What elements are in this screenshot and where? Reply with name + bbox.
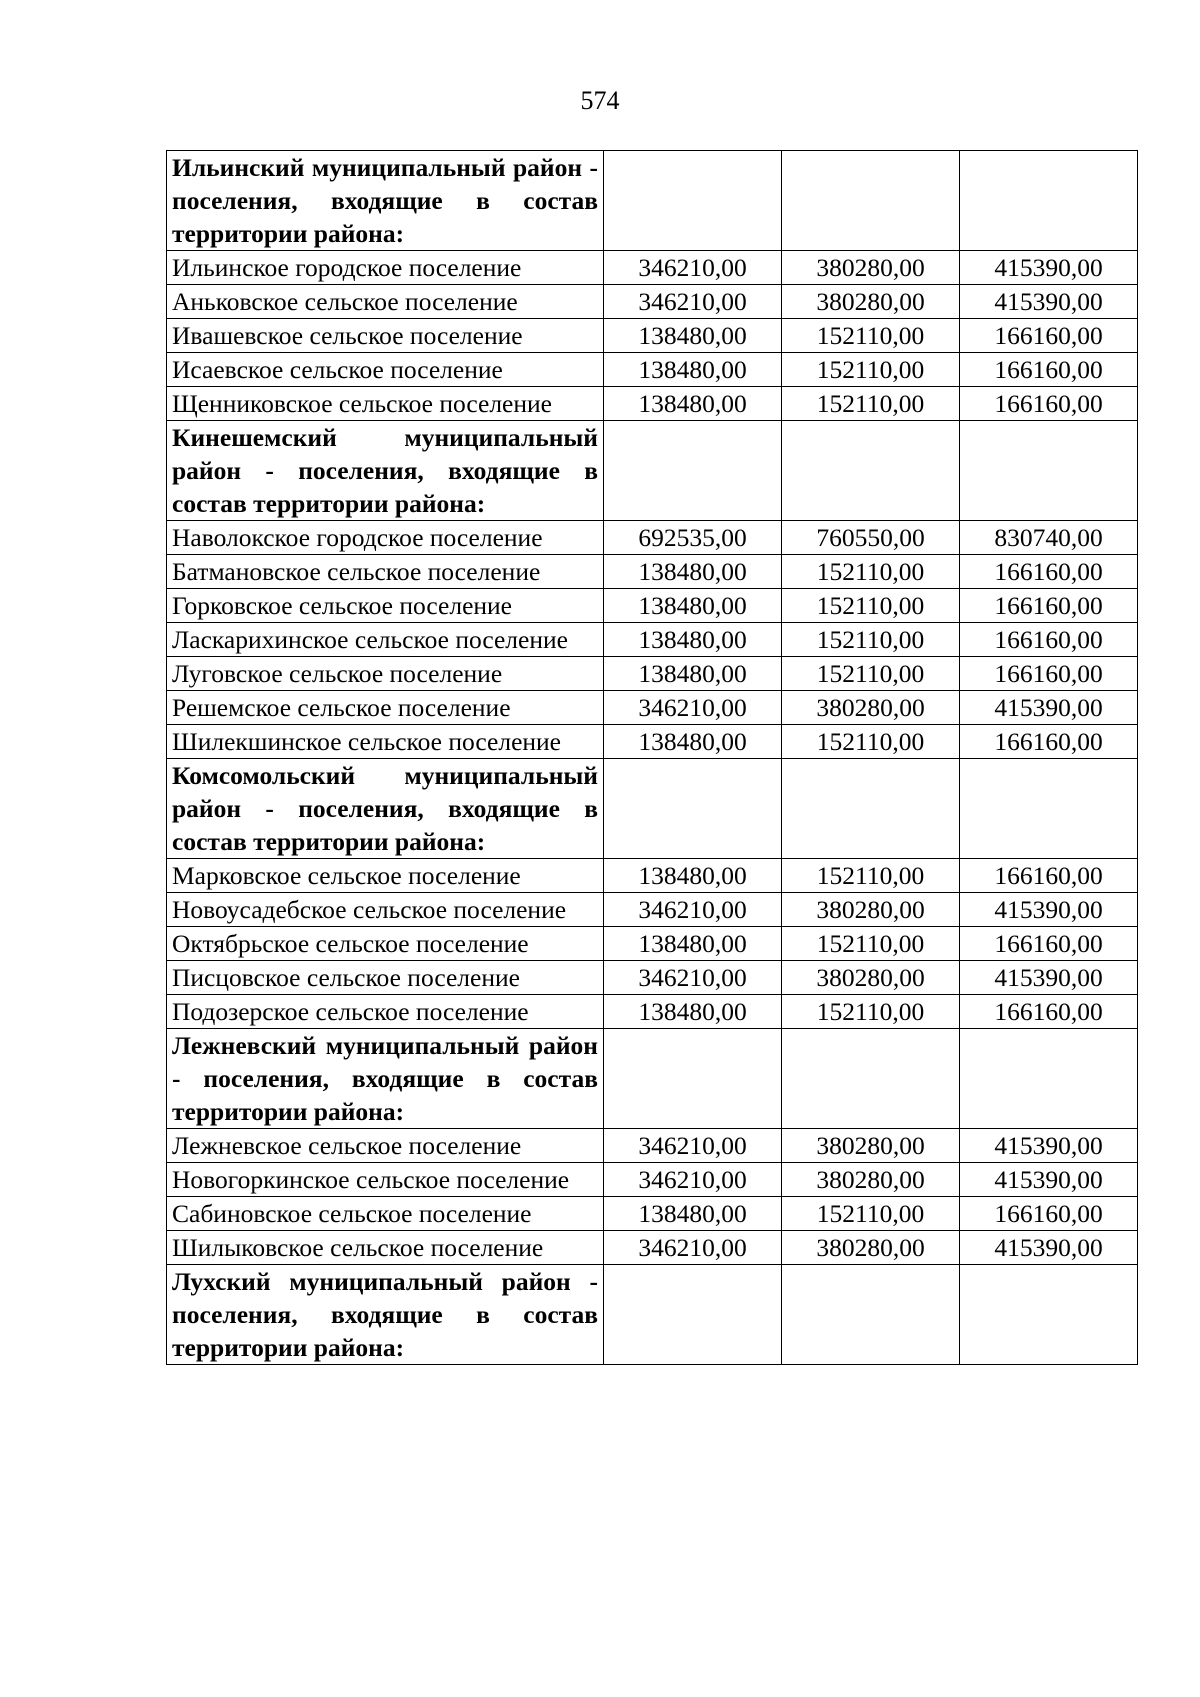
amount-cell-2: 152110,00 [782,1197,960,1231]
amount-cell-3: 415390,00 [960,285,1138,319]
amount-cell-2: 152110,00 [782,589,960,623]
settlement-name-cell: Горковское сельское поселение [167,589,604,623]
table-row [167,725,1138,759]
amount-cell-1: 138480,00 [604,319,782,353]
amount-cell-3 [960,421,1138,521]
amount-cell-2: 380280,00 [782,691,960,725]
table-row [167,961,1138,995]
amount-cell-2: 152110,00 [782,859,960,893]
amount-cell-1: 138480,00 [604,859,782,893]
amount-cell-1 [604,421,782,521]
amount-cell-2: 152110,00 [782,623,960,657]
amount-cell-2: 760550,00 [782,521,960,555]
table-body [167,151,1138,1365]
amount-cell-1: 346210,00 [604,1163,782,1197]
settlement-name-cell: Исаевское сельское поселение [167,353,604,387]
amount-cell-2: 152110,00 [782,387,960,421]
amount-cell-2: 152110,00 [782,725,960,759]
amount-cell-3: 166160,00 [960,319,1138,353]
settlement-name-cell: Ласкарихинское сельское поселение [167,623,604,657]
amount-cell-1: 346210,00 [604,961,782,995]
settlement-name-cell: Аньковское сельское поселение [167,285,604,319]
table-row [167,691,1138,725]
amount-cell-2: 380280,00 [782,1163,960,1197]
amount-cell-1: 138480,00 [604,725,782,759]
settlement-name-cell: Сабиновское сельское поселение [167,1197,604,1231]
amount-cell-3: 415390,00 [960,1129,1138,1163]
settlement-name-cell: Октябрьское сельское поселение [167,927,604,961]
amount-cell-3: 166160,00 [960,995,1138,1029]
amount-cell-3: 830740,00 [960,521,1138,555]
amount-cell-2 [782,421,960,521]
amount-cell-2: 152110,00 [782,657,960,691]
amount-cell-1: 138480,00 [604,623,782,657]
amount-cell-3: 415390,00 [960,961,1138,995]
table-row [167,995,1138,1029]
amount-cell-1 [604,1265,782,1365]
amount-cell-3: 166160,00 [960,1197,1138,1231]
amount-cell-3: 415390,00 [960,1231,1138,1265]
amount-cell-2: 152110,00 [782,555,960,589]
amount-cell-2: 380280,00 [782,893,960,927]
settlement-name-cell: Шилыковское сельское поселение [167,1231,604,1265]
amount-cell-3: 166160,00 [960,657,1138,691]
amount-cell-1: 138480,00 [604,353,782,387]
amount-cell-2: 152110,00 [782,995,960,1029]
table-row [167,521,1138,555]
amount-cell-2: 152110,00 [782,927,960,961]
amount-cell-1: 346210,00 [604,1129,782,1163]
district-name-cell: Лухский муниципальный район - поселения, входящие в состав территории района: [167,1265,604,1365]
district-header-row [167,1029,1138,1129]
district-header-row [167,151,1138,251]
amount-cell-3: 166160,00 [960,859,1138,893]
settlement-name-cell: Подозерское сельское поселение [167,995,604,1029]
amount-cell-3 [960,1265,1138,1365]
amount-cell-2 [782,1029,960,1129]
table-row [167,555,1138,589]
table-row [167,1129,1138,1163]
amount-cell-1: 138480,00 [604,657,782,691]
amount-cell-3: 166160,00 [960,387,1138,421]
settlement-name-cell: Луговское сельское поселение [167,657,604,691]
district-name-cell: Ильинский муниципальный район - поселения, входящие в состав территории района: [167,151,604,251]
amount-cell-2: 380280,00 [782,285,960,319]
allocation-table [166,150,1138,1365]
table-row [167,657,1138,691]
settlement-name-cell: Новогоркинское сельское поселение [167,1163,604,1197]
amount-cell-1: 346210,00 [604,251,782,285]
amount-cell-2: 380280,00 [782,251,960,285]
amount-cell-2: 380280,00 [782,1231,960,1265]
amount-cell-3: 166160,00 [960,927,1138,961]
district-name-cell: Кинешемский муниципальный район - поселения, входящие в состав территории района: [167,421,604,521]
amount-cell-3: 166160,00 [960,725,1138,759]
amount-cell-3: 166160,00 [960,353,1138,387]
amount-cell-1: 138480,00 [604,589,782,623]
district-name-cell: Лежневский муниципальный район - поселения, входящие в состав территории района: [167,1029,604,1129]
amount-cell-3: 166160,00 [960,555,1138,589]
district-header-row [167,421,1138,521]
amount-cell-3: 166160,00 [960,623,1138,657]
district-header-row [167,1265,1138,1365]
table-row [167,623,1138,657]
table-row [167,893,1138,927]
table-row [167,251,1138,285]
amount-cell-1: 346210,00 [604,285,782,319]
table-row [167,285,1138,319]
table-row [167,353,1138,387]
settlement-name-cell: Новоусадебское сельское поселение [167,893,604,927]
settlement-name-cell: Ильинское городское поселение [167,251,604,285]
amount-cell-1: 138480,00 [604,555,782,589]
table-row [167,387,1138,421]
table-row [167,1163,1138,1197]
table-row [167,1197,1138,1231]
settlement-name-cell: Шилекшинское сельское поселение [167,725,604,759]
amount-cell-3 [960,759,1138,859]
amount-cell-3 [960,151,1138,251]
amount-cell-1: 138480,00 [604,995,782,1029]
amount-cell-1: 346210,00 [604,893,782,927]
settlement-name-cell: Писцовское сельское поселение [167,961,604,995]
amount-cell-3: 166160,00 [960,589,1138,623]
table-row [167,589,1138,623]
amount-cell-2: 152110,00 [782,319,960,353]
table-row [167,927,1138,961]
amount-cell-2: 152110,00 [782,353,960,387]
amount-cell-3: 415390,00 [960,251,1138,285]
amount-cell-1 [604,759,782,859]
amount-cell-3 [960,1029,1138,1129]
settlement-name-cell: Решемское сельское поселение [167,691,604,725]
amount-cell-2: 380280,00 [782,961,960,995]
settlement-name-cell: Ивашевское сельское поселение [167,319,604,353]
amount-cell-2 [782,151,960,251]
amount-cell-3: 415390,00 [960,1163,1138,1197]
amount-cell-1 [604,1029,782,1129]
table-row [167,859,1138,893]
page-number: 574 [580,86,620,115]
table-row [167,319,1138,353]
amount-cell-3: 415390,00 [960,893,1138,927]
amount-cell-3: 415390,00 [960,691,1138,725]
amount-cell-1 [604,151,782,251]
settlement-name-cell: Марковское сельское поселение [167,859,604,893]
amount-cell-1: 138480,00 [604,387,782,421]
settlement-name-cell: Щенниковское сельское поселение [167,387,604,421]
amount-cell-1: 346210,00 [604,1231,782,1265]
district-header-row [167,759,1138,859]
amount-cell-1: 692535,00 [604,521,782,555]
amount-cell-2: 380280,00 [782,1129,960,1163]
district-name-cell: Комсомольский муниципальный район - поселения, входящие в состав территории района: [167,759,604,859]
settlement-name-cell: Лежневское сельское поселение [167,1129,604,1163]
amount-cell-1: 138480,00 [604,927,782,961]
amount-cell-1: 346210,00 [604,691,782,725]
settlement-name-cell: Батмановское сельское поселение [167,555,604,589]
amount-cell-1: 138480,00 [604,1197,782,1231]
amount-cell-2 [782,759,960,859]
settlement-name-cell: Наволокское городское поселение [167,521,604,555]
amount-cell-2 [782,1265,960,1365]
table-row [167,1231,1138,1265]
